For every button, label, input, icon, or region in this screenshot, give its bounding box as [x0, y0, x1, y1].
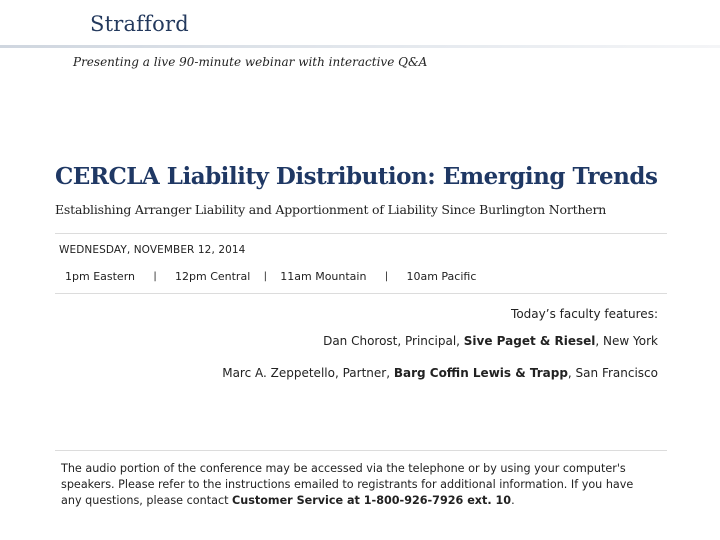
faculty-member-zeppetello	[222, 366, 658, 380]
faculty-name-title: Dan Chorost, Principal,	[323, 334, 464, 348]
time-separator: |	[384, 271, 389, 282]
time-separator: |	[263, 271, 267, 282]
audio-notice-end: .	[511, 494, 515, 507]
faculty-name-title: Marc A. Zeppetello, Partner,	[222, 366, 394, 380]
header-divider	[0, 45, 720, 48]
webinar-subtitle: Establishing Arranger Liability and Apportionment of Liability Since Burlington Northern	[55, 202, 607, 217]
time-eastern: 1pm Eastern	[65, 270, 135, 283]
webinar-title: CERCLA Liability Distribution: Emerging Trends	[55, 163, 658, 190]
strafford-logo: Strafford	[90, 12, 189, 36]
divider-bottom	[55, 450, 667, 451]
time-pacific: 10am Pacific	[406, 270, 477, 283]
customer-service-contact: Customer Service at 1-800-926-7926 ext. 10	[232, 494, 512, 507]
divider-top	[55, 233, 667, 234]
faculty-location: , New York	[595, 334, 658, 348]
divider-middle	[55, 293, 667, 294]
audio-notice-text: The audio portion of the conference may be accessed via the telephone or by using your computer's speakers. Please refer to the instructions emailed to registrants for additional information. If you have any questions, please contact	[61, 462, 634, 507]
webinar-times	[65, 270, 476, 283]
time-mountain: 11am Mountain	[280, 270, 367, 283]
webinar-date: WEDNESDAY, NOVEMBER 12, 2014	[59, 244, 246, 256]
time-central: 12pm Central	[175, 270, 251, 283]
audio-notice	[61, 461, 651, 509]
faculty-location: , San Francisco	[567, 366, 658, 380]
faculty-member-chorost	[323, 334, 658, 348]
tagline: Presenting a live 90-minute webinar with interactive Q&A	[73, 55, 428, 69]
faculty-heading: Today’s faculty features:	[511, 307, 658, 321]
time-separator: |	[153, 271, 157, 282]
faculty-firm: Sive Paget & Riesel	[463, 334, 596, 348]
faculty-firm: Barg Coffin Lewis & Trapp	[393, 366, 568, 380]
